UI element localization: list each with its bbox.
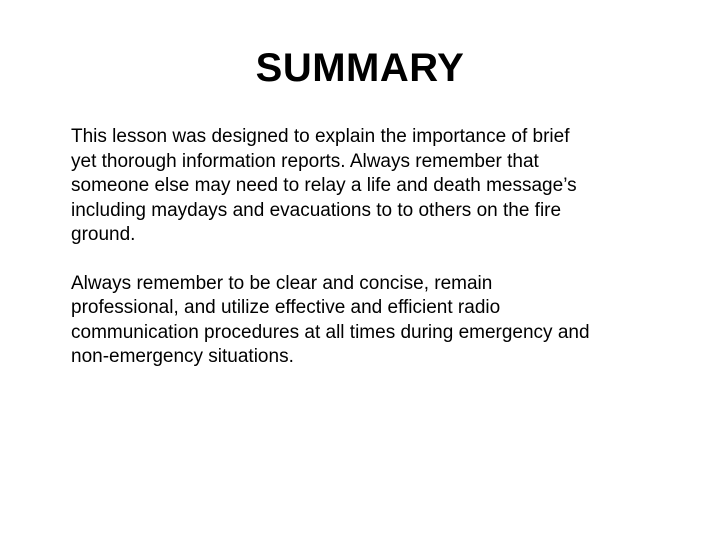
slide-title: SUMMARY [255,46,465,90]
summary-paragraph-1: This lesson was designed to explain the importance of brief yet thorough information reports. Always remember that someone else may need to relay a life and death message’s including maydays and evacuations to to others on the fire ground. [71,126,577,245]
summary-paragraph-2: Always remember to be clear and concise, remain professional, and utilize effective and efficient radio communication procedures at all times during emergency and non-emergency situations. [71,272,590,367]
slide-body [71,125,691,370]
